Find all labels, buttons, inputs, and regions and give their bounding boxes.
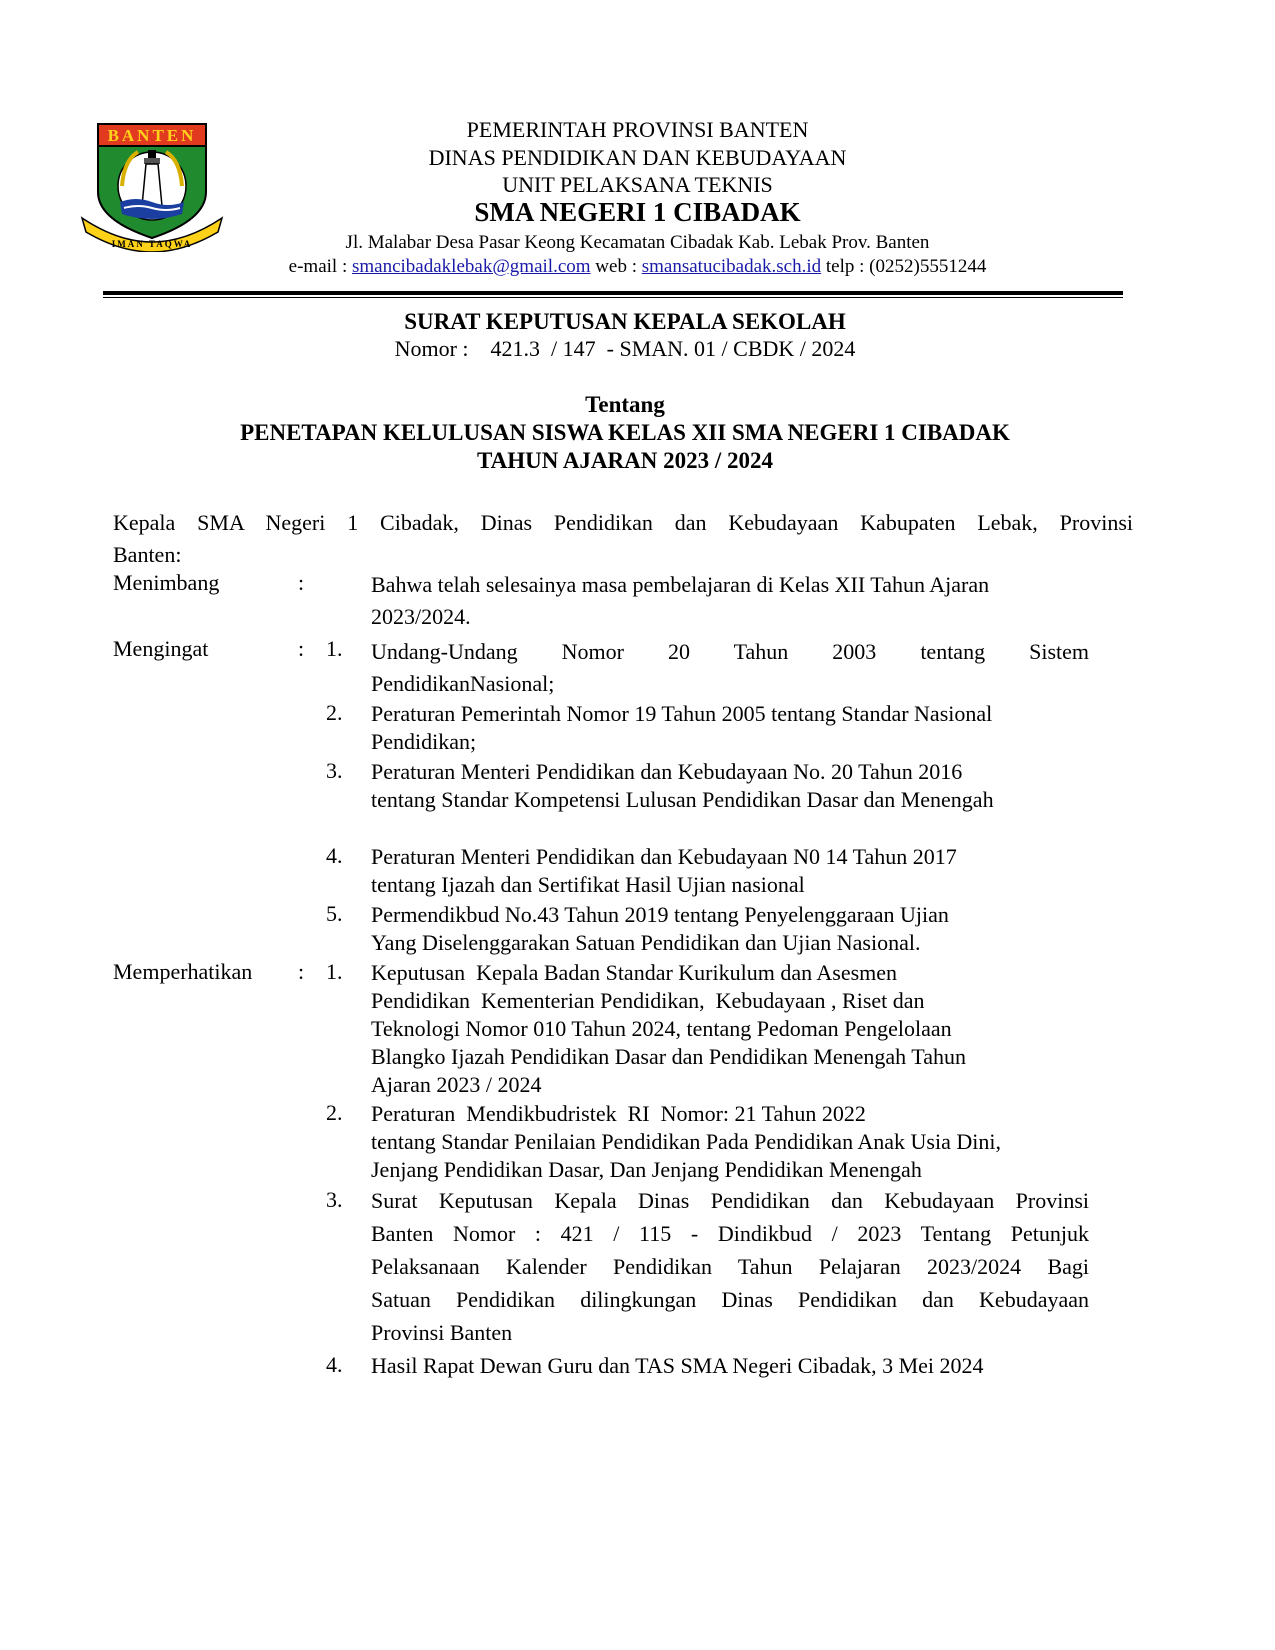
mengingat-item-4-line-1: Peraturan Menteri Pendidikan dan Kebudayaan N0 14 Tahun 2017 bbox=[371, 844, 957, 869]
document-number: Nomor : 421.3 / 147 - SMAN. 01 / CBDK / 2024 bbox=[394, 336, 856, 361]
web-label: web : bbox=[590, 256, 642, 277]
memperhatikan-item-3 bbox=[371, 1184, 1089, 1349]
memperhatikan-item-3-line-5: Provinsi Banten bbox=[371, 1320, 513, 1345]
logo-motto-text: IMAN TAQWA bbox=[111, 239, 193, 249]
mengingat-num-1: 1. bbox=[326, 636, 343, 661]
header-unit: UNIT PELAKSANA TEKNIS bbox=[502, 172, 773, 197]
memperhatikan-item-1-line-3: Teknologi Nomor 010 Tahun 2024, tentang Pedoman Pengelolaan bbox=[371, 1016, 952, 1041]
mengingat-item-2-line-1: Peraturan Pemerintah Nomor 19 Tahun 2005 tentang Standar Nasional bbox=[371, 701, 993, 726]
menimbang-label: Menimbang bbox=[113, 570, 220, 595]
menimbang-line-2: 2023/2024. bbox=[371, 604, 471, 629]
memperhatikan-item-1-line-4: Blangko Ijazah Pendidikan Dasar dan Pendidikan Menengah Tahun bbox=[371, 1044, 966, 1069]
mengingat-item-4 bbox=[371, 843, 1089, 899]
memperhatikan-label: Memperhatikan bbox=[113, 959, 253, 984]
email-link[interactable]: smancibadaklebak@gmail.com bbox=[351, 256, 591, 277]
subject-line-2: TAHUN AJARAN 2023 / 2024 bbox=[476, 448, 774, 473]
mengingat-item-2 bbox=[371, 700, 1089, 756]
mengingat-item-4-line-2: tentang Ijazah dan Sertifikat Hasil Ujian nasional bbox=[371, 872, 805, 897]
header-department: DINAS PENDIDIKAN DAN KEBUDAYAAN bbox=[428, 145, 847, 170]
mengingat-num-4: 4. bbox=[326, 843, 343, 868]
memperhatikan-item-4 bbox=[371, 1352, 1089, 1380]
memperhatikan-num-4: 4. bbox=[326, 1352, 343, 1377]
menimbang-text bbox=[371, 569, 1089, 633]
header-divider-thin bbox=[103, 297, 1123, 298]
memperhatikan-item-3-line-3: Pelaksanaan Kalender Pendidikan Tahun Pelajaran 2023/2024 Bagi bbox=[371, 1254, 1089, 1279]
mengingat-num-3: 3. bbox=[326, 758, 343, 783]
mengingat-label: Mengingat bbox=[113, 636, 209, 661]
mengingat-item-2-line-2: Pendidikan; bbox=[371, 729, 477, 754]
header-government: PEMERINTAH PROVINSI BANTEN bbox=[466, 117, 809, 142]
memperhatikan-item-2-line-2: tentang Standar Penilaian Pendidikan Pada Pendidikan Anak Usia Dini, bbox=[371, 1129, 1001, 1154]
intro-line-2: Banten: bbox=[113, 542, 182, 567]
web-link[interactable]: smansatucibadak.sch.id bbox=[641, 256, 822, 277]
memperhatikan-item-2-line-3: Jenjang Pendidikan Dasar, Dan Jenjang Pendidikan Menengah bbox=[371, 1157, 922, 1182]
header-contact bbox=[100, 256, 1175, 278]
memperhatikan-item-3-line-2: Banten Nomor : 421 / 115 - Dindikbud / 2023 Tentang Petunjuk bbox=[371, 1221, 1089, 1246]
intro-line-1: Kepala SMA Negeri 1 Cibadak, Dinas Pendidikan dan Kebudayaan Kabupaten Lebak, Provinsi bbox=[113, 510, 1133, 535]
mengingat-item-5-line-1: Permendikbud No.43 Tahun 2019 tentang Penyelenggaraan Ujian bbox=[371, 902, 949, 927]
phone-text: telp : (0252)5551244 bbox=[821, 256, 987, 277]
mengingat-item-5-line-2: Yang Diselenggarakan Satuan Pendidikan dan Ujian Nasional. bbox=[371, 930, 921, 955]
memperhatikan-item-2 bbox=[371, 1100, 1089, 1184]
memperhatikan-item-1-line-2: Pendidikan Kementerian Pendidikan, Kebudayaan , Riset dan bbox=[371, 988, 925, 1013]
memperhatikan-item-1-line-1: Keputusan Kepala Badan Standar Kurikulum dan Asesmen bbox=[371, 960, 898, 985]
mengingat-item-3 bbox=[371, 758, 1089, 814]
header-school-name: SMA NEGERI 1 CIBADAK bbox=[474, 197, 801, 227]
subject-line-1: PENETAPAN KELULUSAN SISWA KELAS XII SMA NEGERI 1 CIBADAK bbox=[240, 420, 1010, 445]
mengingat-item-3-line-1: Peraturan Menteri Pendidikan dan Kebudayaan No. 20 Tahun 2016 bbox=[371, 759, 963, 784]
mengingat-colon: : bbox=[298, 636, 305, 661]
document-heading: SURAT KEPUTUSAN KEPALA SEKOLAH bbox=[404, 309, 846, 334]
memperhatikan-item-1 bbox=[371, 959, 1089, 1099]
memperhatikan-colon: : bbox=[298, 959, 305, 984]
tentang-label: Tentang bbox=[585, 392, 665, 417]
memperhatikan-num-1: 1. bbox=[326, 959, 343, 984]
memperhatikan-item-2-line-1: Peraturan Mendikbudristek RI Nomor: 21 Tahun 2022 bbox=[371, 1101, 866, 1126]
mengingat-item-1 bbox=[371, 636, 1089, 700]
memperhatikan-num-2: 2. bbox=[326, 1100, 343, 1125]
mengingat-num-5: 5. bbox=[326, 901, 343, 926]
menimbang-colon: : bbox=[298, 570, 305, 595]
memperhatikan-item-1-line-5: Ajaran 2023 / 2024 bbox=[371, 1072, 542, 1097]
memperhatikan-item-4-line-1: Hasil Rapat Dewan Guru dan TAS SMA Negeri Cibadak, 3 Mei 2024 bbox=[371, 1353, 984, 1378]
mengingat-item-1-line-1: Undang-Undang Nomor 20 Tahun 2003 tentang Sistem bbox=[371, 639, 1089, 664]
mengingat-item-5 bbox=[371, 901, 1089, 957]
mengingat-num-2: 2. bbox=[326, 700, 343, 725]
memperhatikan-item-3-line-4: Satuan Pendidikan dilingkungan Dinas Pendidikan dan Kebudayaan bbox=[371, 1287, 1089, 1312]
logo-banten-text: BANTEN bbox=[107, 126, 197, 145]
header-address: Jl. Malabar Desa Pasar Keong Kecamatan Cibadak Kab. Lebak Prov. Banten bbox=[345, 232, 930, 253]
mengingat-item-3-line-2: tentang Standar Kompetensi Lulusan Pendidikan Dasar dan Menengah bbox=[371, 787, 994, 812]
mengingat-item-1-line-2: PendidikanNasional; bbox=[371, 671, 555, 696]
menimbang-line-1: Bahwa telah selesainya masa pembelajaran di Kelas XII Tahun Ajaran bbox=[371, 572, 990, 597]
memperhatikan-num-3: 3. bbox=[326, 1187, 343, 1212]
email-label: e-mail : bbox=[288, 256, 352, 277]
memperhatikan-item-3-line-1: Surat Keputusan Kepala Dinas Pendidikan dan Kebudayaan Provinsi bbox=[371, 1188, 1089, 1213]
header-divider-thick bbox=[103, 291, 1123, 295]
